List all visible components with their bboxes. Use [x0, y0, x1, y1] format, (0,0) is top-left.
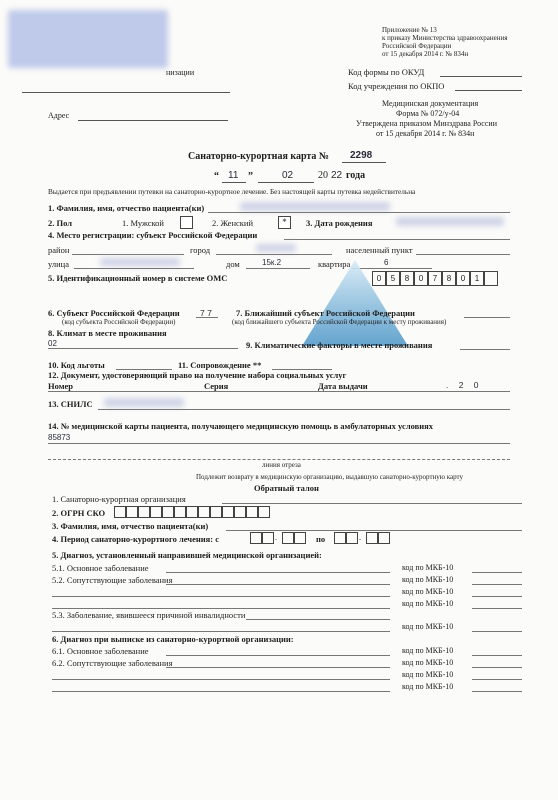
card-title: Санаторно-курортная карта № [188, 151, 329, 162]
oms-digit[interactable]: 1 [470, 271, 484, 286]
form-number: Форма № 072/у-04 [396, 109, 460, 118]
settlement-label: населенный пункт [346, 245, 413, 255]
coupon-2-label: 2. ОГРН СКО [52, 508, 106, 518]
ogrn-cell[interactable] [234, 506, 246, 518]
settlement-line [416, 254, 510, 255]
field-1-label: 1. Фамилия, имя, отчество пациента(ки) [48, 203, 205, 213]
oms-digit[interactable]: 8 [442, 271, 456, 286]
watermark-triangle-icon [300, 258, 410, 348]
period-from-cell[interactable] [282, 532, 294, 544]
coupon-title: Обратный талон [254, 483, 319, 493]
field-6-line [196, 317, 218, 318]
issued-note: Выдается при предъявлении путевки на санаторно-курортное лечение. Без настоящей карты путевка недействительна [48, 187, 416, 196]
coupon-3-line [226, 530, 522, 531]
card-year-prefix: 20 [318, 170, 328, 181]
house-value: 15к.2 [262, 258, 282, 267]
appendix-line-1: Приложение № 13 [382, 26, 437, 34]
oms-digit[interactable]: 5 [386, 271, 400, 286]
sex-male-checkbox[interactable] [180, 216, 193, 229]
coupon-1-line [222, 503, 522, 504]
coupon-4-label: 4. Период санаторно-курортного лечения: с [52, 534, 219, 544]
sex-female-checkbox[interactable]: * [278, 216, 291, 229]
month-line [258, 182, 314, 183]
ogrn-cell[interactable] [150, 506, 162, 518]
coupon-6-label: 6. Диагноз при выписке из санаторно-курортной организации: [52, 634, 294, 644]
mkb-line [472, 584, 522, 585]
coupon-6-1-label: 6.1. Основное заболевание [52, 646, 149, 656]
field-9-line [460, 349, 510, 350]
district-label: район [48, 245, 70, 255]
sex-male-label: 1. Мужской [122, 218, 164, 228]
coupon-5-label: 5. Диагноз, установленный направившей медицинской организацией: [52, 550, 322, 560]
ogrn-cell[interactable] [246, 506, 258, 518]
year-suffix: года [346, 170, 366, 181]
oms-digit[interactable]: 8 [400, 271, 414, 286]
day-line [222, 182, 246, 183]
apt-label: квартира [318, 259, 351, 269]
field-7-sub: (код ближайшего субъекта Российской Федерации к месту проживания) [232, 318, 447, 326]
redacted-name [240, 202, 390, 211]
oms-digit[interactable]: 0 [372, 271, 386, 286]
mkb-label: код по МКБ-10 [402, 658, 454, 667]
ogrn-cell[interactable] [186, 506, 198, 518]
mkb-line [472, 608, 522, 609]
field-6-label: 6. Субъект Российской Федерации [48, 308, 180, 318]
appendix-line-3: Российской Федерации [382, 42, 452, 50]
mkb-label: код по МКБ-10 [402, 670, 454, 679]
period-to-cell[interactable] [346, 532, 358, 544]
redacted-org-stamp [8, 10, 168, 68]
org-suffix: низации [166, 68, 195, 77]
ogrn-cell[interactable] [222, 506, 234, 518]
coupon-6-2-label: 6.2. Сопутствующие заболевания [52, 658, 173, 668]
field-12-label: 12. Документ, удостоверяющий право на получение набора социальных услуг [48, 370, 347, 380]
mkb-line [472, 691, 522, 692]
okud-label: Код формы по ОКУД [348, 67, 425, 77]
return-note: Подлежит возврату в медицинскую организацию, выдавшую санаторно-курортную карту [196, 473, 464, 481]
field-7-label: 7. Ближайший субъект Российской Федерации [236, 308, 415, 318]
coupon-5-1-label: 5.1. Основное заболевание [52, 563, 149, 573]
coupon-6-2-line-extra [52, 679, 390, 680]
oms-digit[interactable]: 0 [456, 271, 470, 286]
period-from-cell[interactable] [294, 532, 306, 544]
field-2-label: 2. Пол [48, 218, 73, 228]
okud-line [440, 76, 522, 77]
redacted-street [100, 258, 180, 266]
city-line [216, 254, 332, 255]
med-doc-label: Медицинская документация [382, 99, 479, 108]
approved-label: Утверждена приказом Минздрава России [356, 119, 497, 128]
ogrn-cell[interactable] [258, 506, 270, 518]
card-day: 11 [228, 170, 239, 181]
period-from-cell[interactable] [250, 532, 262, 544]
street-line [74, 268, 194, 269]
mkb-label: код по МКБ-10 [402, 682, 454, 691]
mkb-line [472, 631, 522, 632]
ogrn-cell[interactable] [138, 506, 150, 518]
field-6-sub: (код субъекта Российской Федерации) [62, 318, 176, 326]
period-to-cell[interactable] [334, 532, 346, 544]
ogrn-cell[interactable] [114, 506, 126, 518]
cut-line-label: линия отреза [262, 461, 301, 469]
oms-digit[interactable]: 0 [414, 271, 428, 286]
field-14-line [48, 443, 510, 444]
address-line [78, 120, 228, 121]
field-5-label: 5. Идентификационный номер в системе ОМС [48, 273, 228, 283]
coupon-5-3-line-extra [52, 631, 390, 632]
field-11-label: 11. Сопровождение ** [178, 360, 262, 370]
ogrn-cell[interactable] [174, 506, 186, 518]
field-4-line [284, 239, 510, 240]
period-to-cell[interactable] [366, 532, 378, 544]
mkb-label: код по МКБ-10 [402, 622, 454, 631]
coupon-5-2-line [166, 584, 390, 585]
mkb-label: код по МКБ-10 [402, 575, 454, 584]
field-6-value: 7 7 [200, 308, 212, 318]
field-7-line [464, 317, 510, 318]
appendix-line-2: к приказу Министерства здравоохранения [382, 34, 508, 42]
field-3-label: 3. Дата рождения [306, 218, 373, 228]
coupon-3-label: 3. Фамилия, имя, отчество пациента(ки) [52, 521, 209, 531]
period-to-label: по [316, 534, 326, 544]
address-label: Адрес [48, 111, 70, 120]
mkb-line [472, 655, 522, 656]
field-9-label: 9. Климатические факторы в месте проживания [246, 340, 433, 350]
doc-series-label: Серия [204, 381, 229, 391]
okpo-line [455, 90, 522, 91]
doc-number-label: Номер [48, 381, 73, 391]
street-label: улица [48, 259, 69, 269]
coupon-5-3-label: 5.3. Заболевание, явившееся причиной инвалидности [52, 610, 246, 620]
ogrn-cell[interactable] [210, 506, 222, 518]
mkb-line [472, 596, 522, 597]
ogrn-cell[interactable] [126, 506, 138, 518]
mkb-line [472, 572, 522, 573]
mkb-line [472, 679, 522, 680]
redacted-city [256, 244, 296, 252]
field-14-value: 85873 [48, 433, 71, 442]
field-10-label: 10. Код льготы [48, 360, 105, 370]
coupon-6-2-line-extra [52, 691, 390, 692]
ogrn-cell[interactable] [198, 506, 210, 518]
apt-value: 6 [384, 258, 389, 267]
approved-date: от 15 декабря 2014 г. № 834н [376, 129, 475, 138]
field-8-line [48, 348, 238, 349]
coupon-5-1-line [166, 572, 390, 573]
mkb-label: код по МКБ-10 [402, 646, 454, 655]
redacted-snils [104, 398, 184, 407]
field-8-label: 8. Климат в месте проживания [48, 328, 167, 338]
org-line [22, 92, 230, 93]
document-page: низации Адрес Приложение № 13 к приказу Министерства здравоохранения Российской Федерации от 15 декабря 2014 г. № 834н Код формы по ОКУД Код учреждения по ОКПО Медицинская документация Форма № 072/у-04 Утверждена приказом Минздрава России от 15 декабря 2014 г. № 834н Санаторно-курортная карта № 2298 “ 11 ” 02 20 22 года Выдается при предъявлении путевки на санаторно-курортное лечение. Без настоящей карты путевка недействительна 1. Фамилия, имя, отчество пациента(ки) 2. Пол 1. Мужской 2. Женский * 3. Дата рождения 4. Место регистрации: субъект Российской Федерации район город населенный пункт улица дом 15к.2 квартира 6 5. Идентификационный номер в системе ОМС 0 5 8 0 7 8 0 1 6. Субъект Российской Федерации 7 7 (код субъекта Российской Федерации) 7. Ближайший субъект Российской Федерации (код ближайшего субъекта Российской Федерации к месту проживания) 8. Климат в месте проживания 02 9. Климатические факторы в месте проживания 10. Код льготы 11. Сопровождение ** 12. Документ, удостоверяющий право на получение набора социальных услуг Номер Серия Дата выдачи . 2 0 13. СНИЛС 14. № медицинской карты пациента, получающего медицинскую помощь в амбулаторных условиях 85873 линия отреза Подлежит возврату в медицинскую организацию, выдавшую санаторно-курортную карту Обратный талон 1. Санаторно-курортная организация 2. ОГРН СКО 3. Фамилия, имя, отчество пациента(ки) 4. Период санаторно-курортного лечения: с . по . 5. Диагноз, установленный направившей медицинской организацией: 5.1. Основное заболевание код по МКБ-10 5.2. Сопутствующие заболевания код по МКБ-10 код по МКБ-10 код по МКБ-10 5.3. Заболевание, явившееся причиной инвалидности код по МКБ-10 6. Диагноз при выписке из санаторно-курортной организации: 6.1. Основное заболевание код по МКБ-10 6.2. Сопутствующие заболевания код по МКБ-10 код по МКБ-10 код по МКБ-10 [0, 0, 558, 800]
field-14-label: 14. № медицинской карты пациента, получающего медицинскую помощь в амбулаторных условиях [48, 421, 433, 431]
field-13-line [98, 409, 510, 410]
mkb-label: код по МКБ-10 [402, 587, 454, 596]
city-label: город [190, 245, 211, 255]
field-12-line [48, 391, 510, 392]
doc-issue-date-label: Дата выдачи [318, 381, 368, 391]
period-to-cell[interactable] [378, 532, 390, 544]
field-13-label: 13. СНИЛС [48, 399, 93, 409]
coupon-5-2-label: 5.2. Сопутствующие заболевания [52, 575, 173, 585]
card-year: 22 [331, 170, 343, 181]
redacted-birthdate [396, 217, 504, 226]
field-1-line [208, 212, 510, 213]
field-4-label: 4. Место регистрации: субъект Российской Федерации [48, 230, 258, 240]
doc-issue-date-value: . 2 0 [446, 380, 483, 390]
coupon-1-label: 1. Санаторно-курортная организация [52, 494, 186, 504]
appendix-line-4: от 15 декабря 2014 г. № 834н [382, 50, 469, 58]
field-8-value: 02 [48, 339, 57, 348]
mkb-label: код по МКБ-10 [402, 599, 454, 608]
coupon-5-3-line [246, 619, 390, 620]
coupon-6-2-line [166, 667, 390, 668]
card-number-line [342, 162, 386, 163]
period-from-cell[interactable] [262, 532, 274, 544]
mkb-label: код по МКБ-10 [402, 563, 454, 572]
card-month: 02 [282, 170, 294, 181]
coupon-5-2-line-extra [52, 608, 390, 609]
sex-female-label: 2. Женский [212, 218, 254, 228]
card-number: 2298 [350, 150, 373, 161]
coupon-6-1-line [166, 655, 390, 656]
ogrn-cell[interactable] [162, 506, 174, 518]
district-line [72, 254, 184, 255]
cut-dashed-line [48, 459, 510, 460]
oms-digit[interactable]: 7 [428, 271, 442, 286]
oms-digit[interactable] [484, 271, 498, 286]
mkb-line [472, 667, 522, 668]
okpo-label: Код учреждения по ОКПО [348, 81, 445, 91]
coupon-5-2-line-extra [52, 596, 390, 597]
house-label: дом [226, 259, 240, 269]
